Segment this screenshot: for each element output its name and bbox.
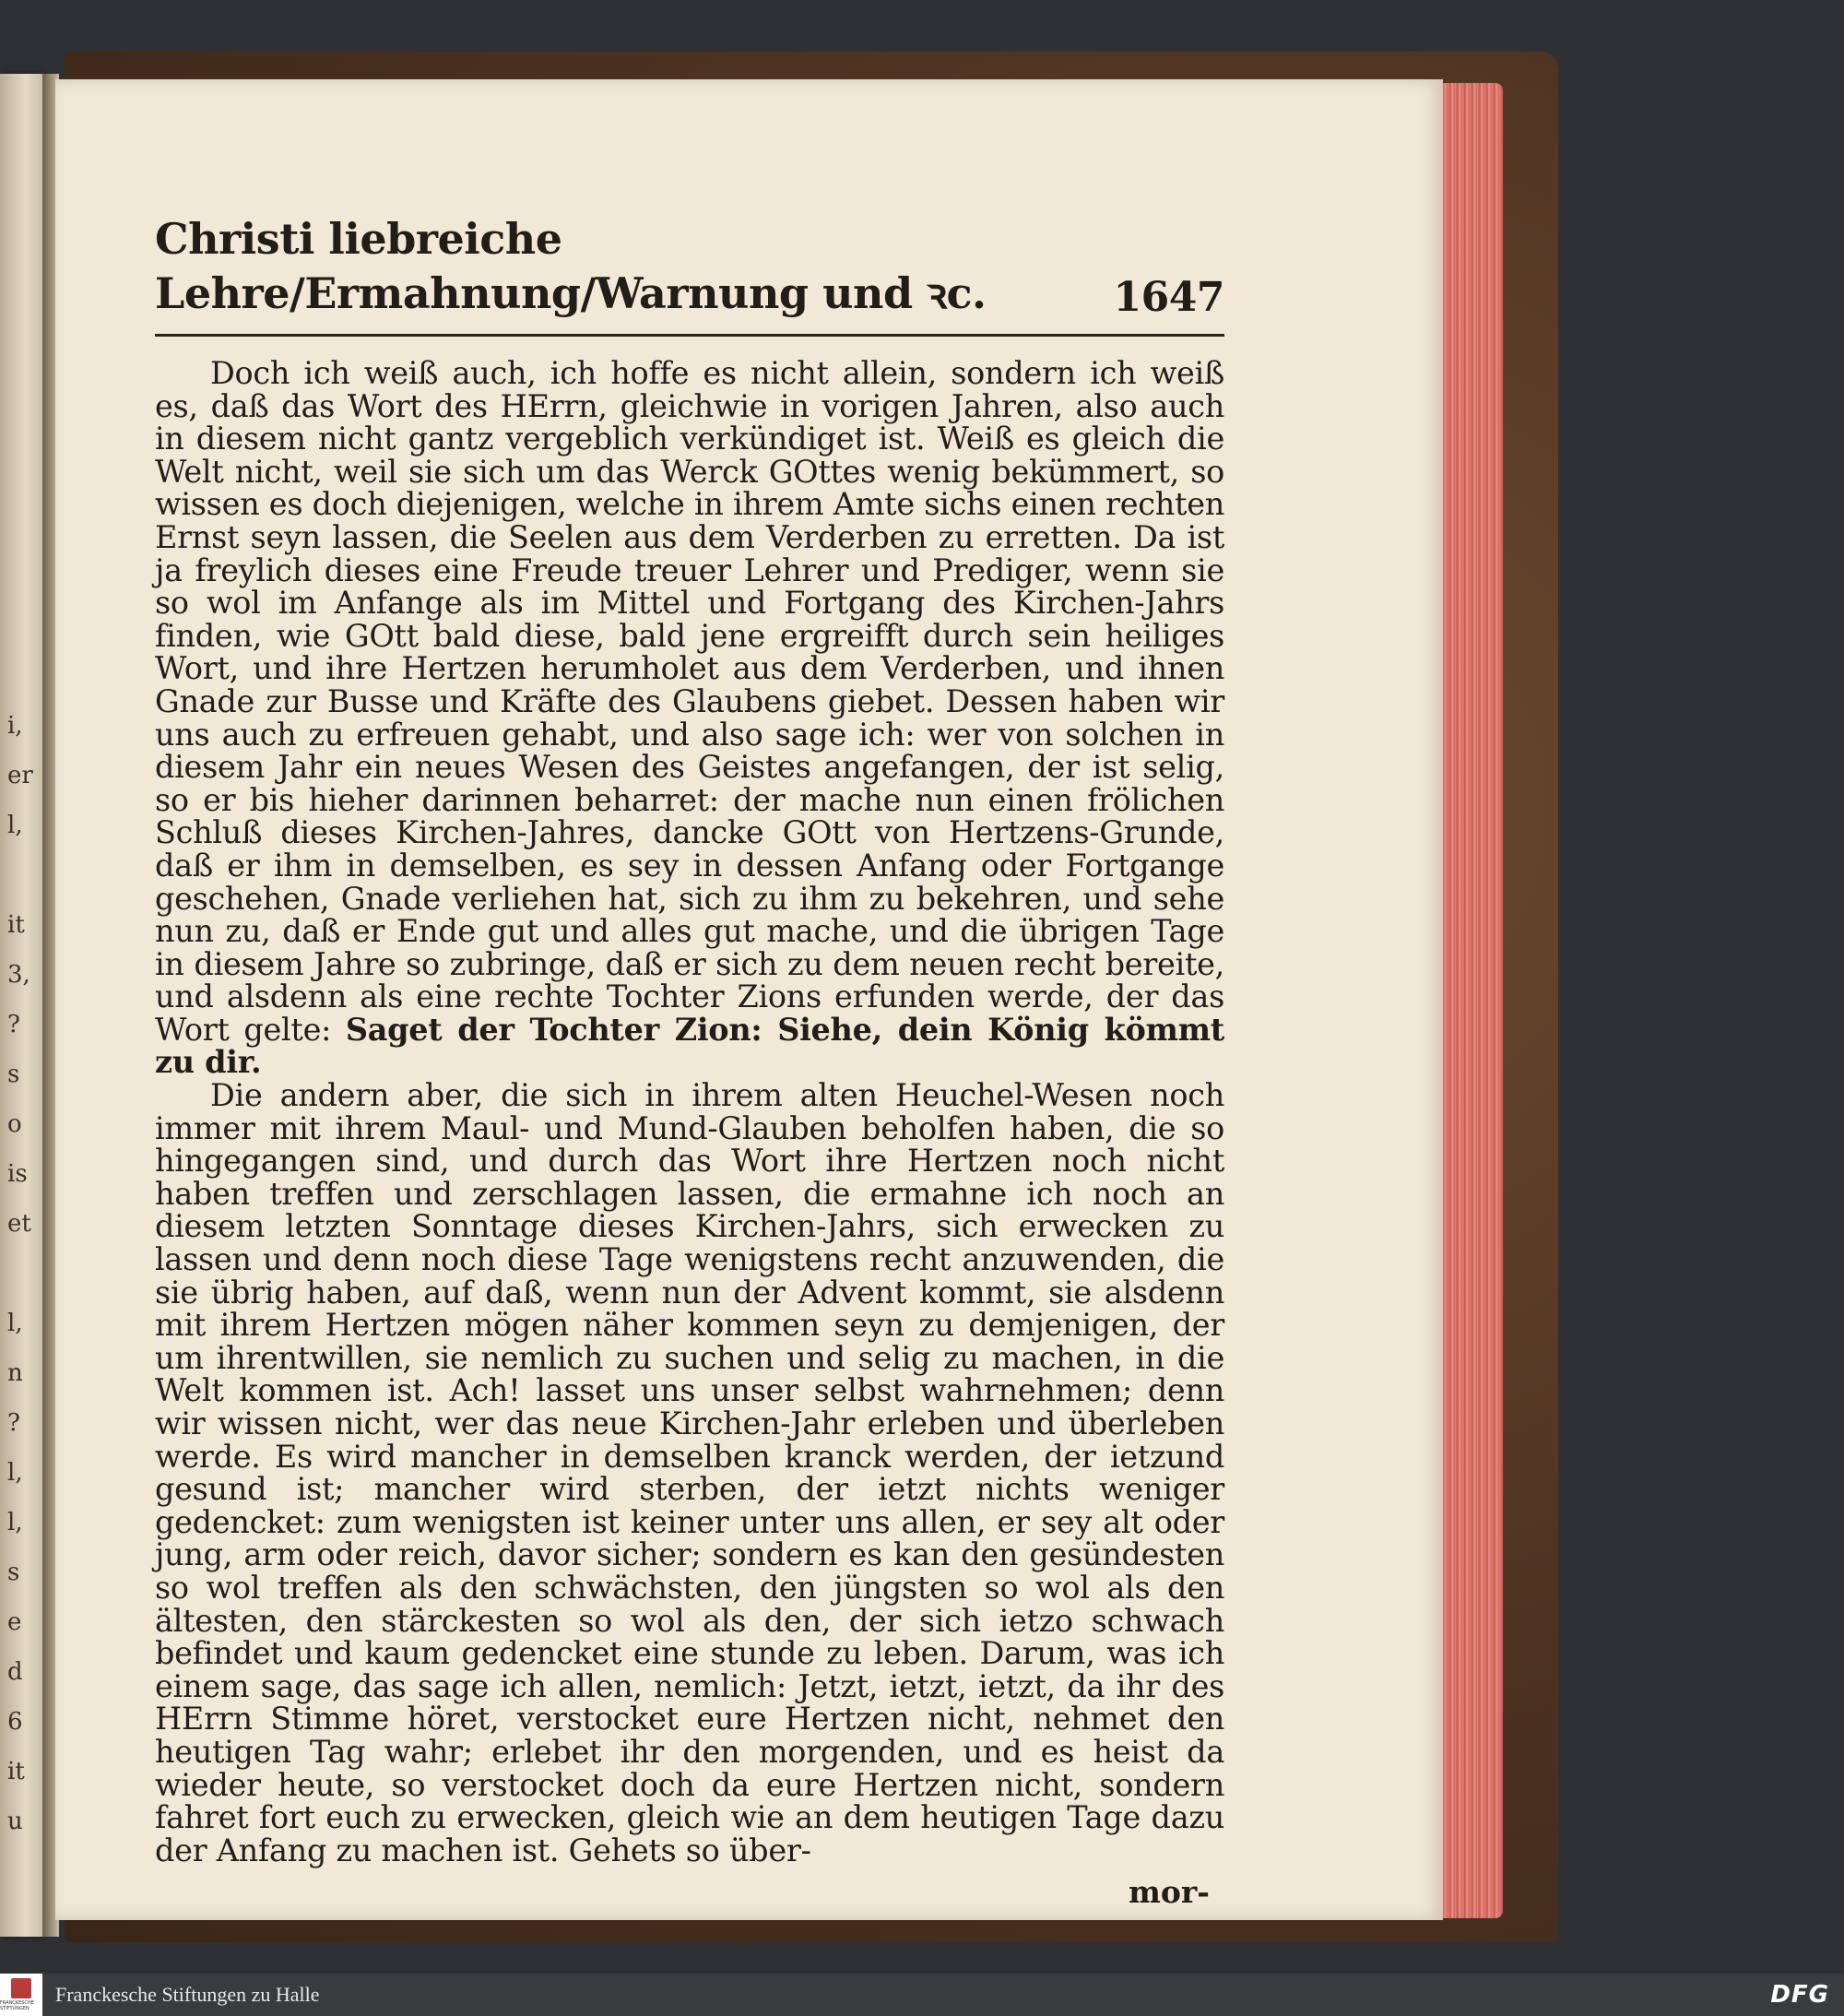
left-page-fragment: it (7, 911, 25, 939)
page-content (155, 214, 1224, 1910)
franckesche-logo-icon[interactable] (0, 1974, 42, 2016)
left-page-fragment: d (7, 1658, 23, 1686)
logo-mark (11, 1978, 31, 1998)
right-page (55, 79, 1443, 1920)
left-page-fragment: n (7, 1359, 23, 1387)
left-page-fragment: l, (7, 812, 23, 839)
left-page-edge (0, 74, 42, 1937)
catchword: mor- (1128, 1874, 1210, 1911)
dfg-logo[interactable]: DFG (1770, 1981, 1829, 2009)
viewer-footer (0, 1974, 1844, 2016)
page-number: 1647 (1113, 274, 1224, 321)
left-page-fragment: s (7, 1061, 20, 1088)
left-page-fragment: ? (7, 1011, 20, 1038)
left-page-fragment: i, (7, 712, 23, 740)
left-page-fragment: l, (7, 1310, 23, 1337)
paragraph-2 (155, 1079, 1224, 1867)
left-page-fragment: 6 (7, 1708, 23, 1736)
footer-left (0, 1974, 320, 2016)
left-page-fragment: o (7, 1110, 22, 1138)
left-page-fragment: 3, (7, 961, 30, 989)
running-header (155, 214, 1224, 337)
left-page-fragment: er (7, 762, 33, 789)
left-page-fragment (7, 850, 39, 900)
left-page-fragments (7, 701, 39, 1846)
left-page-fragment: et (7, 1210, 31, 1238)
left-page-fragment: s (7, 1559, 20, 1586)
left-page-fragment: it (7, 1758, 25, 1785)
left-page-fragment: e (7, 1608, 22, 1636)
paragraph-1-text: Doch ich weiß auch, ich hoffe es nicht allein, sondern ich weiß es, daß das Wort des HErrn, gleichwie in vorigen Jahren, also auch in diesem nicht gantz vergeblich verkündiget ist. Weiß es gleich die Welt nicht, weil sie sich um das Werck GOttes wenig bekümmert, so wissen es doch diejenigen, welche in ihrem Amte sichs einen rechten Ernst seyn lassen, die Seelen aus dem Verderben zu erretten. Da ist ja freylich dieses eine Freude treuer Lehrer und Prediger, wenn sie so wol im Anfange als im Mittel und Fortgang des Kirchen-Jahrs finden, wie GOtt bald diese, bald jene ergreifft durch sein heiliges Wort, und ihre Hertzen herumholet aus dem Verderben, und ihnen Gnade zur Busse und Kräfte des Glaubens giebet. Dessen haben wir uns auch zu erfreuen gehabt, und also sage ich: wer von solchen in diesem Jahr ein neues Wesen des Geistes angefangen, der ist selig, so er bis hieher darinnen beharret: der mache nun einen frölichen Schluß dieses Kirchen-Jahres, dancke GOtt von Hertzens-Grunde, daß er ihm in demselben, es sey in dessen Anfang oder Fortgange geschehen, Gnade verliehen hat, sich zu ihm zu bekehren, und sehe nun zu, daß er Ende gut und alles gut mache, und die übrigen Tage in diesem Jahre so zubringe, daß er sich zu dem neuen recht bereite, und alsdenn als eine rechte Tochter Zions erfunden werde, der das Wort gelte: (155, 355, 1224, 1048)
paragraph-1-quote: Saget der Tochter Zion: Siehe, dein König kömmt zu dir. (155, 1011, 1224, 1081)
paragraph-1 (155, 357, 1224, 1079)
left-page-fragment: is (7, 1160, 28, 1188)
paragraph-2-text: Die andern aber, die sich in ihrem alten Heuchel-Wesen noch immer mit ihrem Maul- und Mund-Glauben beholfen haben, die so hingegangen sind, und durch das Wort ihre Hertzen noch nicht haben treffen und zerschlagen lassen, die ermahne ich noch an diesem letzten Sonntage dieses Kirchen-Jahrs, sich erwecken zu lassen und denn noch diese Tage wenigstens recht anzuwenden, die sie übrig haben, auf daß, wenn nun der Advent kommt, sie alsdenn mit ihrem Hertzen mögen näher kommen seyn zu demjenigen, der um ihrentwillen, sie nemlich zu suchen und selig zu machen, in die Welt kommen ist. Ach! lasset uns unser selbst wahrnehmen; denn wir wissen nicht, wer das neue Kirchen-Jahr erleben und überleben werde. Es wird mancher in demselben kranck werden, der ietzund gesund ist; mancher wird sterben, der ietzt nichts weniger gedencket: zum wenigsten ist keiner unter uns allen, er sey alt oder jung, arm oder reich, davor sicher; sondern es kan den gesündesten so wol treffen als den schwächsten, den jüngsten so wol als den ältesten, den stärckesten so wol als den, der sich ietzo schwach befindet und kaum gedencket eine stunde zu leben. Darum, was ich einem sage, das sage ich allen, nemlich: Jetzt, ietzt, ietzt, da ihr des HErrn Stimme höret, verstocket eure Hertzen nicht, nehmet den heutigen Tag wahr; erlebet ihr den morgenden, und es heist da wieder heute, so verstocket doch da eure Hertzen nicht, sondern fahret fort euch zu erwecken, gleich wie an dem heutigen Tage dazu der Anfang zu machen ist. Gehets so über- (155, 1077, 1224, 1868)
logo-text: FRANCKESCHE STIFTUNGEN (0, 2000, 34, 2011)
left-page-fragment: l, (7, 1509, 23, 1536)
left-page-fragment (7, 1249, 39, 1299)
left-page-fragment: ? (7, 1409, 20, 1437)
institution-link[interactable]: Franckesche Stiftungen zu Halle (55, 1983, 320, 2006)
left-page-fragment: l, (7, 1459, 23, 1487)
running-head-title: Christi liebreiche Lehre/Ermahnung/Warnung und ꝛc. (155, 214, 987, 318)
left-page-fragment: u (7, 1808, 23, 1835)
